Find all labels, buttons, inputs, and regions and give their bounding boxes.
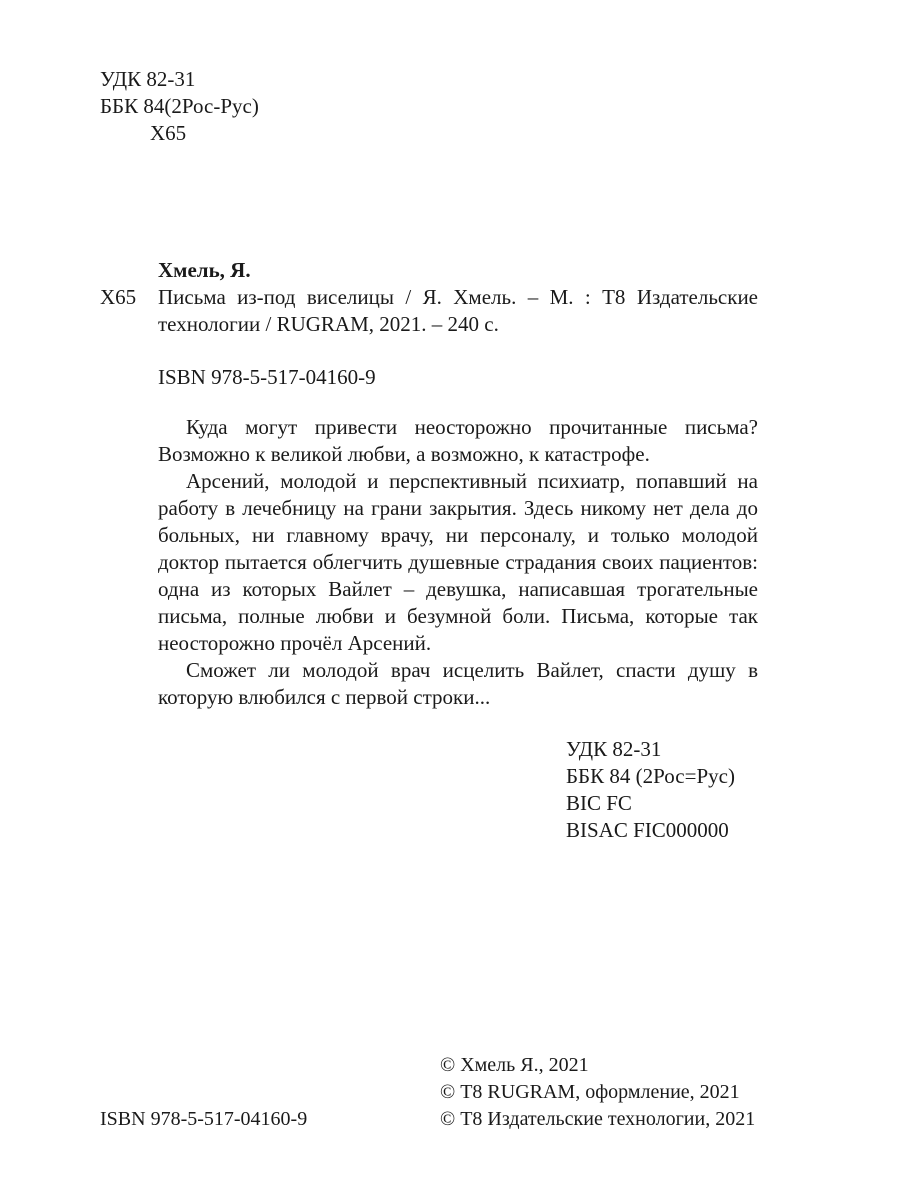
top-classification-codes: [100, 66, 259, 147]
annotation-paragraph: Сможет ли молодой врач исцелить Вайлет, спасти душу в которую влюбился с первой строки...: [158, 658, 758, 709]
author-sign-code: Х65: [150, 121, 187, 145]
annotation-paragraph: Куда могут привести неосторожно прочитанные письма? Возможно к великой любви, а возможно, к катастрофе.: [158, 415, 758, 466]
record-isbn: ISBN 978-5-517-04160-9: [158, 365, 376, 389]
copyright-design: © Т8 RUGRAM, оформление, 2021: [440, 1081, 740, 1103]
author-heading: Хмель, Я.: [158, 258, 251, 282]
annotation: [158, 414, 758, 711]
bisac-code: BISAC FIC000000: [566, 818, 729, 842]
copyright-publisher: © Т8 Издательские технологии, 2021: [440, 1108, 756, 1130]
bic-code: BIC FC: [566, 791, 632, 815]
copyright-notices: [440, 1052, 755, 1133]
isbn-bottom: ISBN 978-5-517-04160-9: [100, 1108, 308, 1130]
annotation-paragraph: Арсений, молодой и перспективный психиатр, попавший на работу в лечебницу на грани закрытия. Здесь никому нет дела до больных, ни главному врачу, ни персоналу, и только молодой доктор пытается облегчить душевные страдания своих пациентов: одна из которых Вайлет – девушка, написавшая трогательные письма, полные любви и безумной боли. Письма, которые так неосторожно прочёл Арсений.: [158, 469, 758, 655]
copyright-author: © Хмель Я., 2021: [440, 1054, 589, 1076]
record-author-sign: Х65: [100, 285, 137, 309]
udk-code: УДК 82-31: [100, 67, 196, 91]
classification-codes: [566, 736, 735, 844]
udk-code: УДК 82-31: [566, 737, 662, 761]
bibliographic-description: Письма из-под виселицы / Я. Хмель. – М. : Т8 Издательские технологии / RUGRAM, 2021. – 240 с.: [158, 285, 758, 336]
bbk-code: ББК 84 (2Рос=Рус): [566, 764, 735, 788]
bbk-code: ББК 84(2Рос-Рус): [100, 94, 259, 118]
